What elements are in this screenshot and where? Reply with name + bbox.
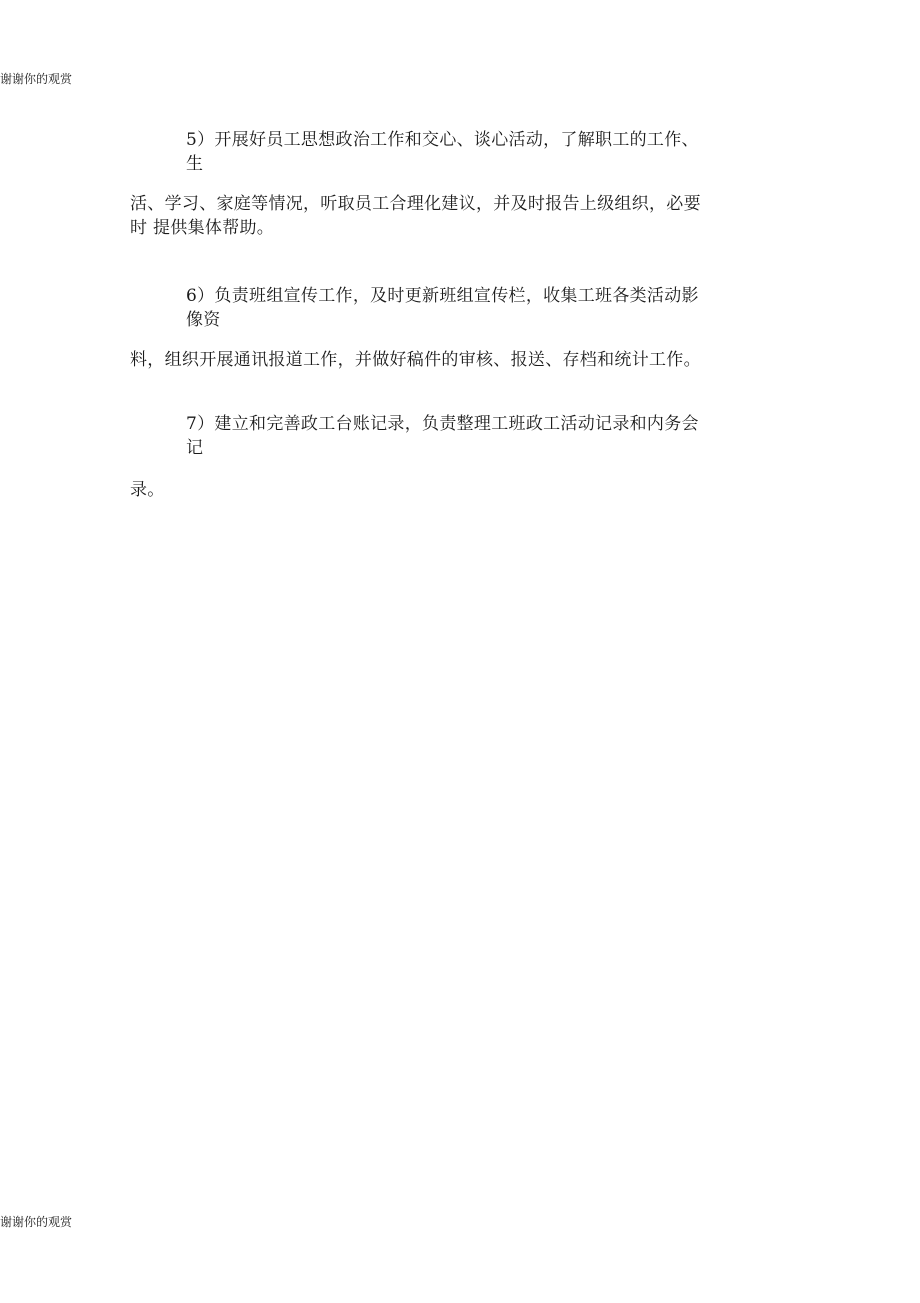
- item-5-continuation-2: 时 提供集体帮助。: [130, 218, 275, 238]
- item-6-continuation-1: 料，组织开展通讯报道工作，并做好稿件的审核、报送、存档和统计工作。: [130, 350, 701, 370]
- item-7-first-line: 7）建立和完善政工台账记录，负责整理工班政工活动记录和内务会: [186, 414, 699, 434]
- header-note: 谢谢你的观赏: [0, 72, 73, 86]
- item-6-wrap-line: 像资: [186, 310, 221, 330]
- item-6-first-line: 6）负责班组宣传工作，及时更新班组宣传栏，收集工班各类活动影: [186, 286, 699, 306]
- item-7-wrap-line: 记: [186, 438, 204, 458]
- item-5-first-line: 5）开展好员工思想政治工作和交心、谈心活动，了解职工的工作、: [186, 130, 699, 150]
- item-7-continuation-1: 录。: [130, 480, 165, 500]
- footer-note: 谢谢你的观赏: [0, 1215, 73, 1229]
- item-5-wrap-line: 生: [186, 154, 204, 174]
- item-5-continuation-1: 活、学习、家庭等情况，听取员工合理化建议，并及时报告上级组织，必要: [130, 194, 701, 214]
